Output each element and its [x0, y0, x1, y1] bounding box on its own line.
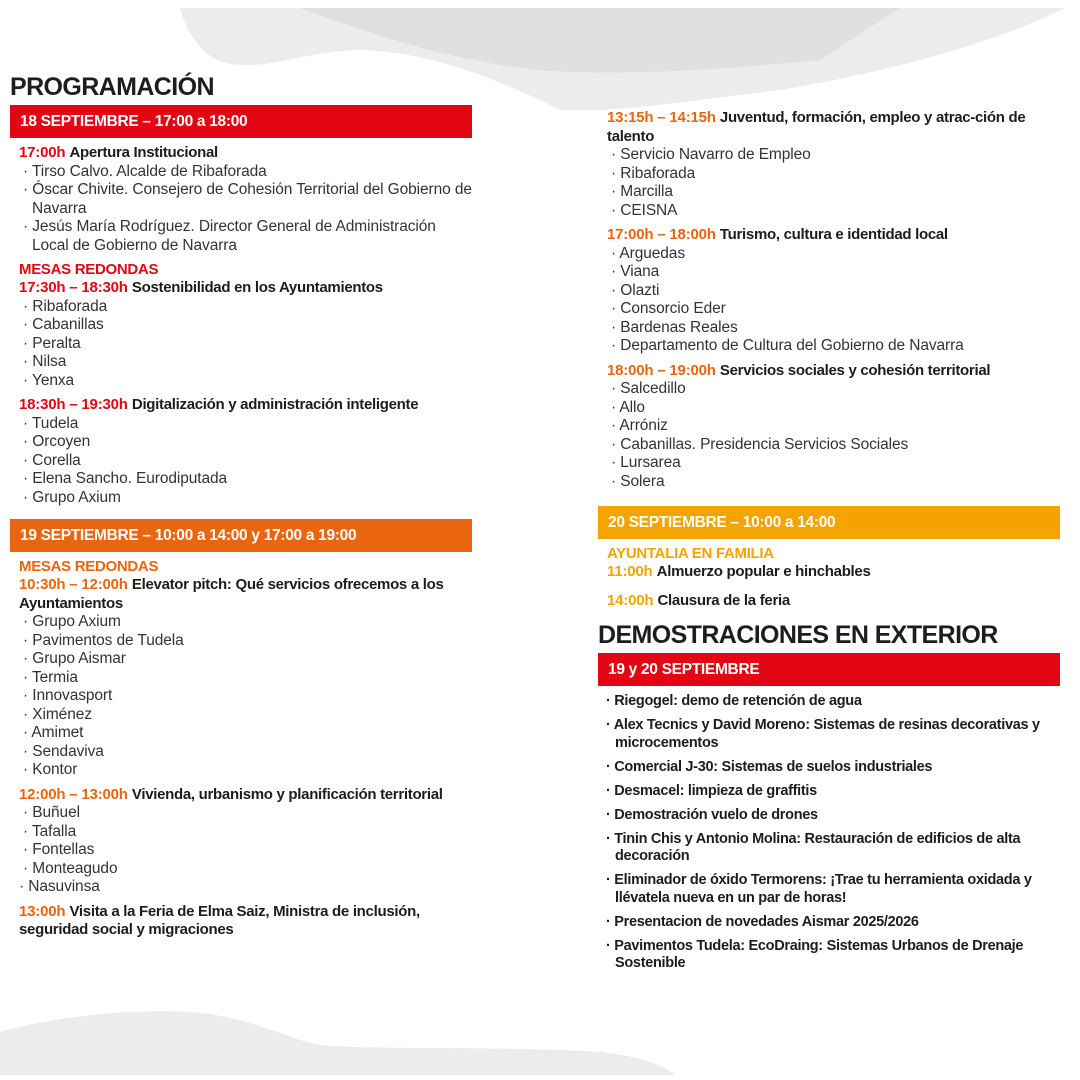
session-time: 13:15h – 14:15h [607, 109, 716, 126]
session-time: 18:30h – 19:30h [19, 396, 128, 413]
list-item: · Monteagudo [23, 860, 472, 879]
session-participants [607, 146, 1060, 220]
list-item: · Elena Sancho. Eurodiputada [23, 470, 472, 489]
session-title: Apertura Institucional [69, 144, 218, 161]
list-item: · Ribaforada [611, 165, 1060, 184]
day-header-19: 19 SEPTIEMBRE – 10:00 a 14:00 y 17:00 a 19:00 [10, 519, 472, 552]
day-20-section [598, 545, 1060, 610]
list-item: · Jesús María Rodríguez. Director General de Administración Local de Gobierno de Navarra [23, 218, 472, 255]
session [19, 576, 472, 613]
day-header-20: 20 SEPTIEMBRE – 10:00 a 14:00 [598, 506, 1060, 539]
session-participants [19, 298, 472, 391]
list-item: · Buñuel [23, 804, 472, 823]
session-title: Elevator pitch: Qué servicios ofrecemos a los Ayuntamientos [19, 576, 444, 612]
day-19-continued [598, 109, 1060, 491]
session [607, 109, 1060, 146]
demo-item: · Comercial J-30: Sistemas de suelos industriales [606, 759, 1060, 777]
list-item: · Salcedillo [611, 380, 1060, 399]
list-item: · Grupo Aismar [23, 650, 472, 669]
session-time: 14:00h [607, 591, 654, 609]
session-participants [19, 613, 472, 780]
demos-title: DEMOSTRACIONES EN EXTERIOR [598, 621, 998, 649]
list-item: · Nilsa [23, 353, 472, 372]
session [607, 226, 1060, 245]
session-opening [19, 144, 472, 163]
list-item: · Corella [23, 452, 472, 471]
list-item: · Orcoyen [23, 433, 472, 452]
list-item: · CEISNA [611, 202, 1060, 221]
list-item: · Innovasport [23, 687, 472, 706]
session-participants [607, 245, 1060, 356]
demo-item: · Riegogel: demo de retención de agua [606, 693, 1060, 711]
list-item: · Allo [611, 399, 1060, 418]
session-time: 11:00h [607, 563, 653, 580]
session [607, 362, 1060, 381]
demo-item: · Demostración vuelo de drones [606, 807, 1060, 825]
session-participants [607, 380, 1060, 491]
list-item: · Ribaforada [23, 298, 472, 317]
session [607, 563, 1060, 582]
list-item: · Viana [611, 263, 1060, 282]
session-time: 13:00h [19, 902, 66, 920]
session-title: Clausura de la feria [657, 591, 790, 609]
list-item: · Bardenas Reales [611, 319, 1060, 338]
list-item: · Grupo Axium [23, 489, 472, 508]
list-item: · Solera [611, 473, 1060, 492]
session-time: 18:00h – 19:00h [607, 361, 716, 379]
list-item: · Pavimentos de Tudela [23, 632, 472, 651]
page-title: PROGRAMACIÓN [10, 73, 214, 101]
day-19-section [10, 558, 472, 940]
session-time: 17:30h – 18:30h [19, 279, 128, 296]
list-item: · Kontor [23, 761, 472, 780]
session-time: 17:00h – 18:00h [607, 226, 716, 243]
session [19, 396, 472, 415]
session-title: Sostenibilidad en los Ayuntamientos [131, 279, 383, 296]
list-item: · Arguedas [611, 245, 1060, 264]
list-item: · Olazti [611, 282, 1060, 301]
session-title: Vivienda, urbanismo y planificación territorial [131, 785, 443, 803]
list-item: · Marcilla [611, 183, 1060, 202]
family-label: AYUNTALIA EN FAMILIA [607, 545, 774, 562]
session-title: Servicios sociales y cohesión territorial [719, 361, 991, 379]
demo-item: · Eliminador de óxido Termorens: ¡Trae tu herramienta oxidada y llévatela nueva en un par de horas! [606, 872, 1060, 907]
right-column [598, 109, 1060, 979]
session-ministra-visit [19, 903, 472, 940]
session-participants [19, 804, 472, 897]
list-item: · Departamento de Cultura del Gobierno de Navarra [611, 337, 1060, 356]
list-item: · Ximénez [23, 706, 472, 725]
demo-item: · Desmacel: limpieza de graffitis [606, 783, 1060, 801]
list-item: · Termia [23, 669, 472, 688]
bottom-wave-shape [0, 1011, 675, 1075]
demo-item: · Tinin Chis y Antonio Molina: Restauración de edificios de alta decoración [606, 831, 1060, 866]
left-column [10, 72, 472, 940]
list-item: · Nasuvinsa [19, 878, 472, 897]
session [19, 279, 472, 298]
opening-speakers [19, 163, 472, 256]
demos-day-header: 19 y 20 SEPTIEMBRE [598, 653, 1060, 686]
list-item: · Cabanillas. Presidencia Servicios Sociales [611, 436, 1060, 455]
list-item: · Servicio Navarro de Empleo [611, 146, 1060, 165]
session [19, 786, 472, 805]
session-title: Turismo, cultura e identidad local [719, 226, 948, 243]
session [607, 592, 1060, 611]
list-item: · Lursarea [611, 454, 1060, 473]
roundtables-label: MESAS REDONDAS [19, 261, 159, 278]
roundtables-label: MESAS REDONDAS [19, 558, 159, 575]
list-item: · Arróniz [611, 417, 1060, 436]
list-item: · Cabanillas [23, 316, 472, 335]
demo-item: · Alex Tecnics y David Moreno: Sistemas de resinas decorativas y microcementos [606, 717, 1060, 752]
list-item: · Tafalla [23, 823, 472, 842]
list-item: · Peralta [23, 335, 472, 354]
session-title: Visita a la Feria de Elma Saiz, Ministra de inclusión, seguridad social y migraciones [19, 902, 420, 938]
demo-item: · Pavimentos Tudela: EcoDraing: Sistemas Urbanos de Drenaje Sostenible [606, 938, 1060, 973]
session-title: Almuerzo popular e hinchables [656, 563, 871, 580]
list-item: · Sendaviva [23, 743, 472, 762]
session-title: Juventud, formación, empleo y atrac-ción de talento [607, 109, 1026, 145]
demos-list [598, 693, 1060, 973]
session-time: 12:00h – 13:00h [19, 785, 128, 803]
demo-item: · Presentacion de novedades Aismar 2025/2026 [606, 914, 1060, 932]
session-time: 17:00h [19, 144, 66, 161]
session-title: Digitalización y administración inteligente [131, 396, 419, 413]
session-time: 10:30h – 12:00h [19, 576, 128, 593]
list-item: · Consorcio Eder [611, 300, 1060, 319]
list-item: · Fontellas [23, 841, 472, 860]
session-participants [19, 415, 472, 508]
list-item: · Grupo Axium [23, 613, 472, 632]
list-item: · Amimet [23, 724, 472, 743]
list-item: · Tirso Calvo. Alcalde de Ribaforada [23, 163, 472, 182]
list-item: · Óscar Chivite. Consejero de Cohesión Territorial del Gobierno de Navarra [23, 181, 472, 218]
day-header-18: 18 SEPTIEMBRE – 17:00 a 18:00 [10, 105, 472, 138]
day-18-section [10, 144, 472, 507]
list-item: · Tudela [23, 415, 472, 434]
list-item: · Yenxa [23, 372, 472, 391]
